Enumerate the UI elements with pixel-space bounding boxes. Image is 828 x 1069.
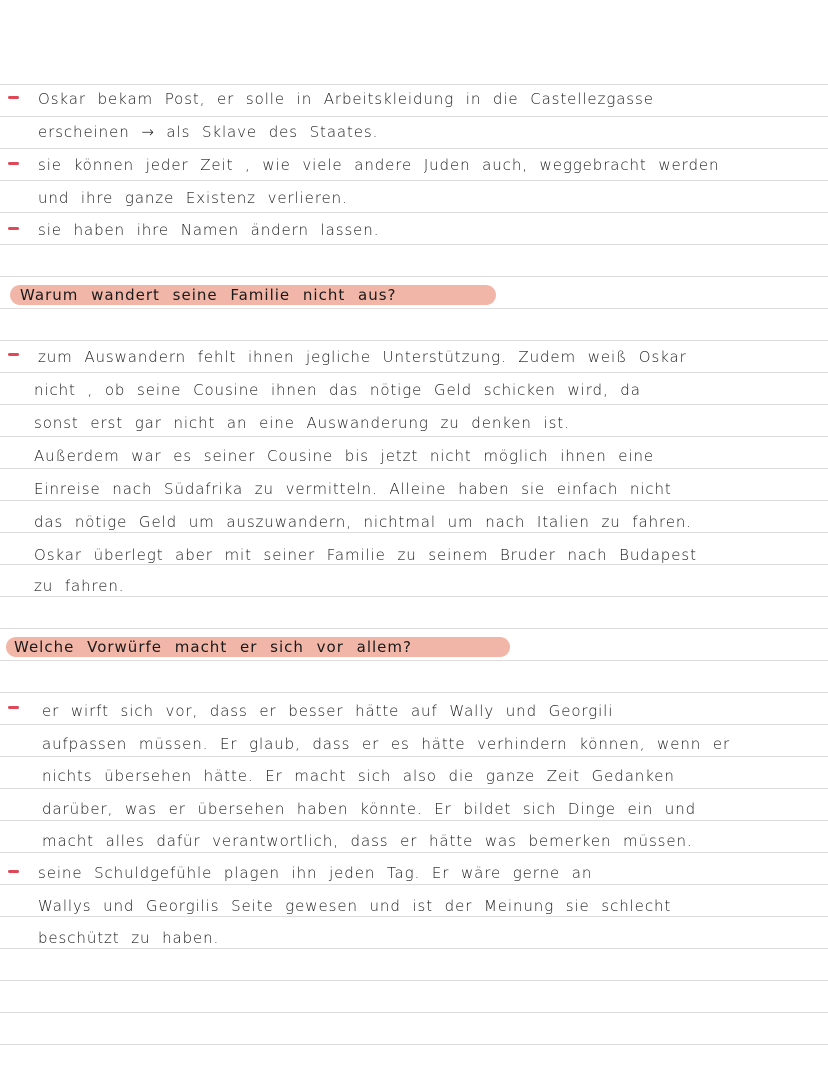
ruled-line — [0, 980, 828, 981]
bullet-dash — [8, 870, 19, 873]
ruled-line — [0, 116, 828, 117]
note-line: zu fahren. — [34, 577, 125, 595]
ruled-line — [0, 788, 828, 789]
ruled-line — [0, 500, 828, 501]
bullet-dash — [8, 227, 19, 230]
note-line: sie haben ihre Namen ändern lassen. — [38, 221, 380, 239]
note-line: Wallys und Georgilis Seite gewesen und ist der Meinung sie schlecht — [38, 897, 672, 915]
bullet-dash — [8, 162, 19, 165]
ruled-line — [0, 372, 828, 373]
note-line: Außerdem war es seiner Cousine bis jetzt nicht möglich ihnen eine — [34, 447, 655, 465]
note-line: Oskar bekam Post, er solle in Arbeitskleidung in die Castellezgasse — [38, 90, 654, 108]
ruled-line — [0, 596, 828, 597]
ruled-line — [0, 340, 828, 341]
note-line: seine Schuldgefühle plagen ihn jeden Tag. Er wäre gerne an — [38, 864, 593, 882]
ruled-line — [0, 756, 828, 757]
ruled-line — [0, 1044, 828, 1045]
note-line: beschützt zu haben. — [38, 929, 220, 947]
note-line: erscheinen → als Sklave des Staates. — [38, 123, 379, 141]
ruled-line — [0, 244, 828, 245]
ruled-line — [0, 628, 828, 629]
bullet-dash — [8, 96, 19, 99]
ruled-line — [0, 404, 828, 405]
ruled-line — [0, 84, 828, 85]
bullet-dash — [8, 353, 19, 356]
ruled-line — [0, 180, 828, 181]
note-line: er wirft sich vor, dass er besser hätte auf Wally und Georgili — [42, 702, 614, 720]
ruled-line — [0, 820, 828, 821]
note-line: nichts übersehen hätte. Er macht sich also die ganze Zeit Gedanken — [42, 767, 675, 785]
note-line: darüber, was er übersehen haben könnte. Er bildet sich Dinge ein und — [42, 800, 697, 818]
ruled-line — [0, 1012, 828, 1013]
section-heading: Warum wandert seine Familie nicht aus? — [20, 286, 397, 304]
note-line: zum Auswandern fehlt ihnen jegliche Unterstützung. Zudem weiß Oskar — [38, 348, 687, 366]
section-heading: Welche Vorwürfe macht er sich vor allem? — [14, 638, 412, 656]
note-line: aufpassen müssen. Er glaub, dass er es hätte verhindern können, wenn er — [42, 735, 731, 753]
ruled-line — [0, 212, 828, 213]
ruled-line — [0, 884, 828, 885]
ruled-line — [0, 148, 828, 149]
ruled-line — [0, 852, 828, 853]
ruled-line — [0, 564, 828, 565]
note-line: Einreise nach Südafrika zu vermitteln. Alleine haben sie einfach nicht — [34, 480, 672, 498]
note-line: nicht , ob seine Cousine ihnen das nötige Geld schicken wird, da — [34, 381, 641, 399]
ruled-line — [0, 948, 828, 949]
ruled-line — [0, 692, 828, 693]
ruled-line — [0, 916, 828, 917]
ruled-line — [0, 724, 828, 725]
ruled-line — [0, 436, 828, 437]
ruled-line — [0, 532, 828, 533]
note-line: und ihre ganze Existenz verlieren. — [38, 189, 348, 207]
ruled-line — [0, 276, 828, 277]
note-line: Oskar überlegt aber mit seiner Familie zu seinem Bruder nach Budapest — [34, 546, 697, 564]
note-line: macht alles dafür verantwortlich, dass er hätte was bemerken müssen. — [42, 832, 693, 850]
bullet-dash — [8, 706, 19, 709]
ruled-line — [0, 308, 828, 309]
note-line: sie können jeder Zeit , wie viele andere Juden auch, weggebracht werden — [38, 156, 720, 174]
ruled-line — [0, 468, 828, 469]
ruled-line — [0, 660, 828, 661]
note-line: sonst erst gar nicht an eine Auswanderung zu denken ist. — [34, 414, 570, 432]
note-line: das nötige Geld um auszuwandern, nichtmal um nach Italien zu fahren. — [34, 513, 692, 531]
